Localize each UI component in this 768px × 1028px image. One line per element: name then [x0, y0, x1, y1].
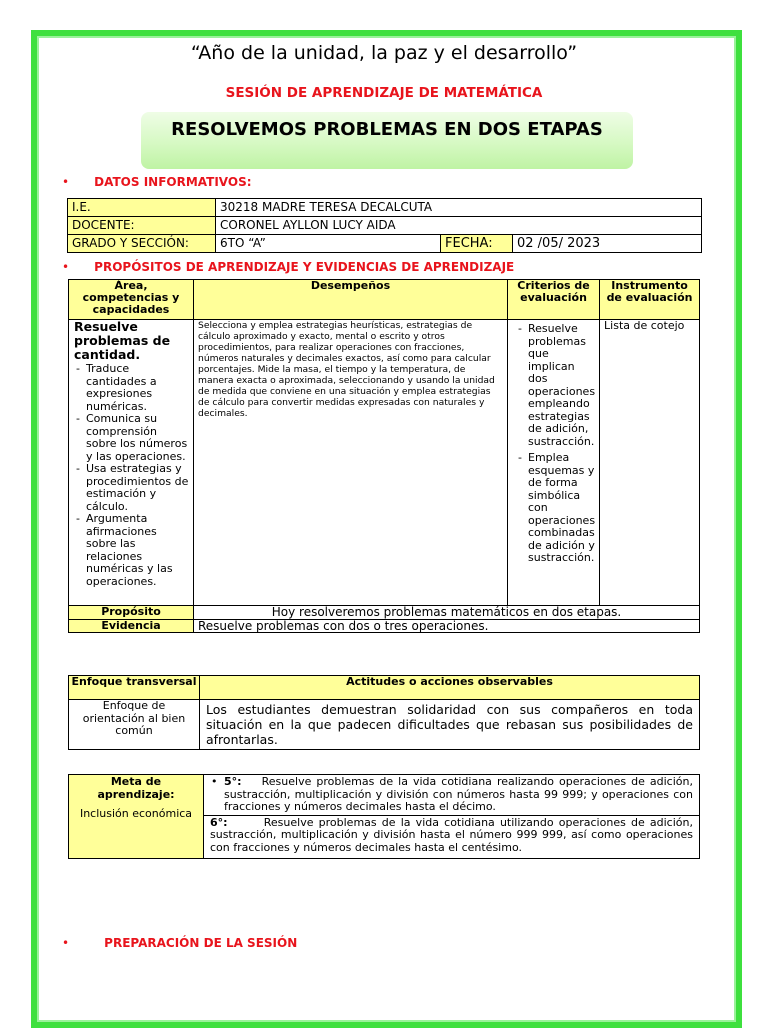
session-title: RESOLVEMOS PROBLEMAS EN DOS ETAPAS — [171, 119, 603, 140]
meta-grade6 — [204, 815, 700, 859]
capacidad-item: - Usa estrategias y procedimientos de estimación y cálculo. — [86, 463, 189, 513]
year-motto: “Año de la unidad, la paz y el desarrollo” — [190, 42, 578, 64]
meta-table — [68, 774, 700, 859]
grade6-text: Resuelve problemas de la vida cotidiana utilizando operaciones de adición, sustracción, multiplicación y división hasta el número 999 999, así como operaciones con fracciones y números decimales hasta el centésimo. — [210, 815, 693, 854]
ie-label: I.E. — [68, 199, 216, 217]
bullet-icon: • — [62, 936, 70, 950]
session-subtitle: SESIÓN DE APRENDIZAJE DE MATEMÁTICA — [225, 85, 543, 101]
enfoque-table — [68, 675, 700, 750]
bullet-icon: • — [62, 260, 70, 274]
docente-label: DOCENTE: — [68, 217, 216, 235]
competencia-title: Resuelve problemas de cantidad. — [74, 319, 171, 362]
criterio-item: - Resuelve problemas que implican dos operaciones empleando estrategias de adición, sustracción. — [528, 323, 595, 448]
docente-value: CORONEL AYLLON LUCY AIDA — [216, 217, 702, 235]
bullet-icon: • — [62, 175, 70, 189]
capacidad-item: - Traduce cantidades a expresiones numéricas. — [86, 363, 189, 413]
grado-label: GRADO Y SECCIÓN: — [68, 235, 216, 253]
header-criterios: Criterios de evaluación — [508, 280, 600, 320]
instrumento-value: Lista de cotejo — [604, 319, 685, 332]
fecha-value: 02 /05/ 2023 — [513, 235, 702, 253]
meta-label: Meta de aprendizaje: — [97, 775, 175, 801]
ie-value: 30218 MADRE TERESA DECALCUTA — [216, 199, 702, 217]
section-datos-label: DATOS INFORMATIVOS: — [94, 175, 252, 189]
capacidad-item: - Comunica su comprensión sobre los números y las operaciones. — [86, 413, 189, 463]
header-area: Área, competencias y capacidades — [69, 280, 194, 320]
area-cell — [69, 320, 194, 606]
proposito-value: Hoy resolveremos problemas matemáticos en dos etapas. — [194, 606, 700, 620]
evidencia-label: Evidencia — [69, 619, 194, 633]
capacidad-item: - Argumenta afirmaciones sobre las relaciones numéricas y las operaciones. — [86, 513, 189, 588]
fecha-label: FECHA: — [441, 235, 513, 253]
session-title-box — [141, 112, 633, 169]
enfoque-header-right: Actitudes o acciones observables — [200, 676, 700, 700]
section-propositos — [62, 256, 514, 275]
meta-grade5 — [204, 775, 700, 816]
section-datos — [62, 171, 252, 190]
criterios-list — [512, 323, 595, 565]
grade6-label: 6°: — [210, 815, 228, 829]
section-preparacion — [62, 932, 297, 951]
desempeno-text: Selecciona y emplea estrategias heurísticas, estrategias de cálculo aproximado y exacto, mental o escrito y otros procedimientos, para realizar operaciones con fracciones, números naturales y decimales exactos, así como para calcular porcentajes. Mide la masa, el tiempo y la temperatura, de manera exacta o aproximada, seleccionando y usando la unidad de medida que conviene en una situación y emplea estrategias de cálculo para convertir medidas expresadas con naturales y decimales. — [198, 320, 495, 419]
purposes-table — [68, 279, 700, 633]
header-instrumento: Instrumento de evaluación — [600, 280, 700, 320]
evidencia-value: Resuelve problemas con dos o tres operaciones. — [194, 619, 700, 633]
section-preparacion-label: PREPARACIÓN DE LA SESIÓN — [104, 936, 298, 950]
enfoque-name: Enfoque de orientación al bien común — [69, 700, 200, 750]
grado-value: 6TO “A” — [216, 235, 441, 253]
criterios-cell — [508, 320, 600, 606]
desempeno-cell — [194, 320, 508, 606]
bullet-icon: • — [211, 775, 218, 788]
header-desempenos: Desempeños — [194, 280, 508, 320]
meta-sub: Inclusión económica — [79, 807, 193, 820]
capacidades-list — [74, 363, 189, 588]
grade5-text: Resuelve problemas de la vida cotidiana realizando operaciones de adición, sustracción, multiplicación y división con números hasta 99 999; y operaciones con fracciones y números decimales hasta el décimo. — [224, 775, 693, 813]
info-table — [67, 198, 702, 253]
section-propositos-label: PROPÓSITOS DE APRENDIZAJE Y EVIDENCIAS DE APRENDIZAJE — [94, 260, 515, 274]
instrumento-cell — [600, 320, 700, 606]
meta-label-cell — [69, 775, 204, 859]
enfoque-header-left: Enfoque transversal — [69, 676, 200, 700]
grade5-label: 5°: — [224, 775, 242, 788]
proposito-label: Propósito — [69, 606, 194, 620]
enfoque-text: Los estudiantes demuestran solidaridad con sus compañeros en toda situación en la que padecen dificultades que rebasan sus posibilidades de afrontarlas. — [200, 700, 700, 750]
criterio-item: - Emplea esquemas y de forma simbólica con operaciones combinadas de adición y sustracción. — [528, 452, 595, 565]
